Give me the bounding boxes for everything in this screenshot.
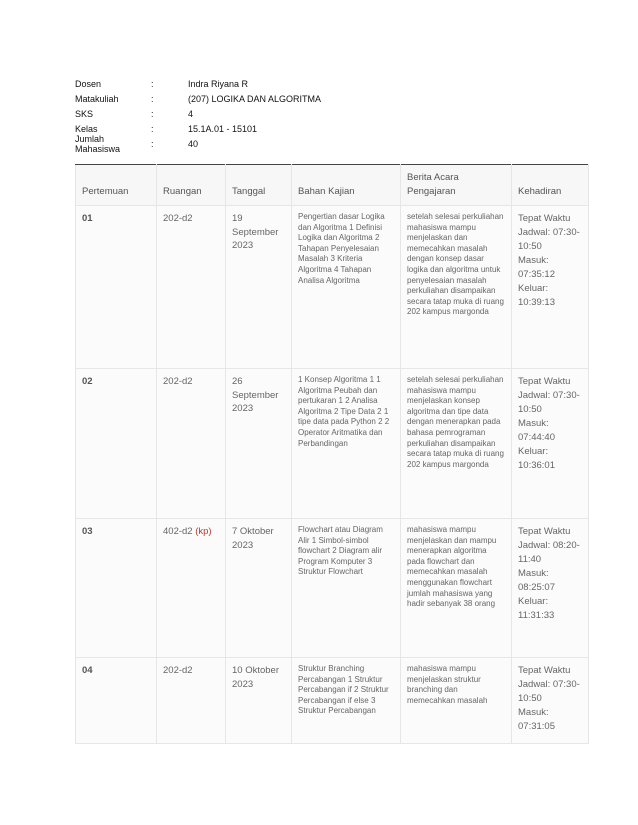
berita-acara-cell: setelah selesai perkuliahan mahasiswa mampu menjelaskan konsep algoritma dan tipe data dengan menerapkan pada bahasa pemrograman perkuliahan disampaikan secara tatap muka di ruang 202 kampus margonda bbox=[401, 369, 512, 519]
masuk-text: Masuk: 07:31:05 bbox=[518, 707, 555, 732]
pertemuan-cell: 01 bbox=[76, 206, 157, 369]
info-row-jumlah-mahasiswa bbox=[75, 134, 321, 155]
ruangan-cell bbox=[157, 369, 226, 519]
bahan-kajian-cell: Flowchart atau Diagram Alir 1 Simbol-simbol flowchart 2 Diagram alir Program Komputer 3 Struktur Flowchart bbox=[292, 519, 401, 658]
tanggal-cell: 19 September 2023 bbox=[226, 206, 292, 369]
jadwal-text: Jadwal: 08:20-11:40 bbox=[518, 540, 580, 565]
info-separator: : bbox=[151, 108, 154, 119]
keluar-text: Keluar: 11:31:33 bbox=[518, 596, 555, 621]
status-text: Tepat Waktu bbox=[518, 526, 571, 537]
masuk-text: Masuk: 07:44:40 bbox=[518, 418, 555, 443]
ruangan-value: 202-d2 bbox=[163, 665, 193, 676]
info-row-matakuliah bbox=[75, 91, 321, 106]
course-info bbox=[75, 76, 322, 155]
header-tanggal: Tanggal bbox=[226, 165, 292, 206]
berita-acara-cell: mahasiswa mampu menjelaskan struktur branching dan memecahkan masalah bbox=[401, 658, 512, 744]
status-text: Tepat Waktu bbox=[518, 665, 571, 676]
tanggal-cell: 7 Oktober 2023 bbox=[226, 519, 292, 658]
info-label: Kelas bbox=[75, 124, 98, 135]
keluar-text: Keluar: 10:39:13 bbox=[518, 283, 555, 308]
status-text: Tepat Waktu bbox=[518, 376, 571, 387]
info-label: Dosen bbox=[75, 78, 102, 89]
info-label: SKS bbox=[75, 108, 94, 119]
header-ruangan: Ruangan bbox=[157, 165, 226, 206]
header-pertemuan: Pertemuan bbox=[76, 165, 157, 206]
ruangan-value: 202-d2 bbox=[163, 213, 193, 224]
pertemuan-cell: 04 bbox=[76, 658, 157, 744]
info-separator: : bbox=[151, 93, 154, 104]
table-row bbox=[76, 206, 589, 369]
ruangan-cell bbox=[157, 206, 226, 369]
info-value: 15.1A.01 - 15101 bbox=[188, 124, 258, 135]
attendance-table bbox=[75, 164, 589, 744]
info-row-dosen bbox=[75, 76, 321, 91]
info-value: 40 bbox=[188, 139, 199, 150]
bahan-kajian-cell: Pengertian dasar Logika dan Algoritma 1 Definisi Logika dan Algoritma 2 Tahapan Penyelesaian Masalah 3 Kriteria Algoritma 4 Tahapan Analisa Algoritma bbox=[292, 206, 401, 369]
bahan-kajian-cell: Struktur Branching Percabangan 1 Struktur Percabangan if 2 Struktur Percabangan if else 3 Struktur Percabangan bbox=[292, 658, 401, 744]
kehadiran-cell bbox=[512, 206, 589, 369]
header-kehadiran: Kehadiran bbox=[512, 165, 589, 206]
info-label: Jumlah Mahasiswa bbox=[75, 134, 121, 155]
jadwal-text: Jadwal: 07:30-10:50 bbox=[518, 227, 580, 252]
table-row bbox=[76, 658, 589, 744]
header-berita-acara: Berita Acara Pengajaran bbox=[401, 165, 512, 206]
kehadiran-cell bbox=[512, 519, 589, 658]
bahan-kajian-cell: 1 Konsep Algoritma 1 1 Algoritma Peubah dan pertukaran 1 2 Analisa Algoritma 2 Tipe Data 2 1 tipe data pada Python 2 2 Operator Aritmatika dan Perbandingan bbox=[292, 369, 401, 519]
jadwal-text: Jadwal: 07:30-10:50 bbox=[518, 390, 580, 415]
info-separator: : bbox=[151, 139, 154, 150]
berita-acara-cell: mahasiswa mampu menjelaskan dan mampu menerapkan algoritma pada flowchart dan memecahkan masalah menggunakan flowchart jumlah mahasiswa yang hadir sebanyak 38 orang bbox=[401, 519, 512, 658]
header-bahan-kajian: Bahan Kajian bbox=[292, 165, 401, 206]
info-separator: : bbox=[151, 124, 154, 135]
kehadiran-cell bbox=[512, 658, 589, 744]
ruangan-value: 402-d2 bbox=[163, 526, 193, 537]
table-row bbox=[76, 519, 589, 658]
kehadiran-cell bbox=[512, 369, 589, 519]
ruangan-cell bbox=[157, 519, 226, 658]
status-text: Tepat Waktu bbox=[518, 213, 571, 224]
ruangan-kp-tag: (kp) bbox=[195, 526, 212, 537]
info-separator: : bbox=[151, 78, 154, 89]
info-value: (207) LOGIKA DAN ALGORITMA bbox=[188, 93, 322, 104]
pertemuan-cell: 03 bbox=[76, 519, 157, 658]
table-row bbox=[76, 369, 589, 519]
info-value: 4 bbox=[188, 108, 194, 119]
info-label: Matakuliah bbox=[75, 93, 119, 104]
table-header-row bbox=[76, 165, 589, 206]
keluar-text: Keluar: 10:36:01 bbox=[518, 446, 555, 471]
jadwal-text: Jadwal: 07:30-10:50 bbox=[518, 679, 580, 704]
masuk-text: Masuk: 07:35:12 bbox=[518, 255, 555, 280]
tanggal-cell: 26 September 2023 bbox=[226, 369, 292, 519]
info-value: Indra Riyana R bbox=[188, 78, 249, 89]
pertemuan-cell: 02 bbox=[76, 369, 157, 519]
berita-acara-cell: setelah selesai perkuliahan mahasiswa mampu menjelaskan dan memecahkan masalah dengan konsep dasar logika dan algoritma untuk penyelesaian masalah perkuliahan disampaikan secara tatap muka di ruang 202 kampus margonda bbox=[401, 206, 512, 369]
info-row-sks bbox=[75, 106, 321, 121]
ruangan-cell bbox=[157, 658, 226, 744]
masuk-text: Masuk: 08:25:07 bbox=[518, 568, 555, 593]
tanggal-cell: 10 Oktober 2023 bbox=[226, 658, 292, 744]
attendance-table-wrapper bbox=[75, 164, 588, 744]
ruangan-value: 202-d2 bbox=[163, 376, 193, 387]
